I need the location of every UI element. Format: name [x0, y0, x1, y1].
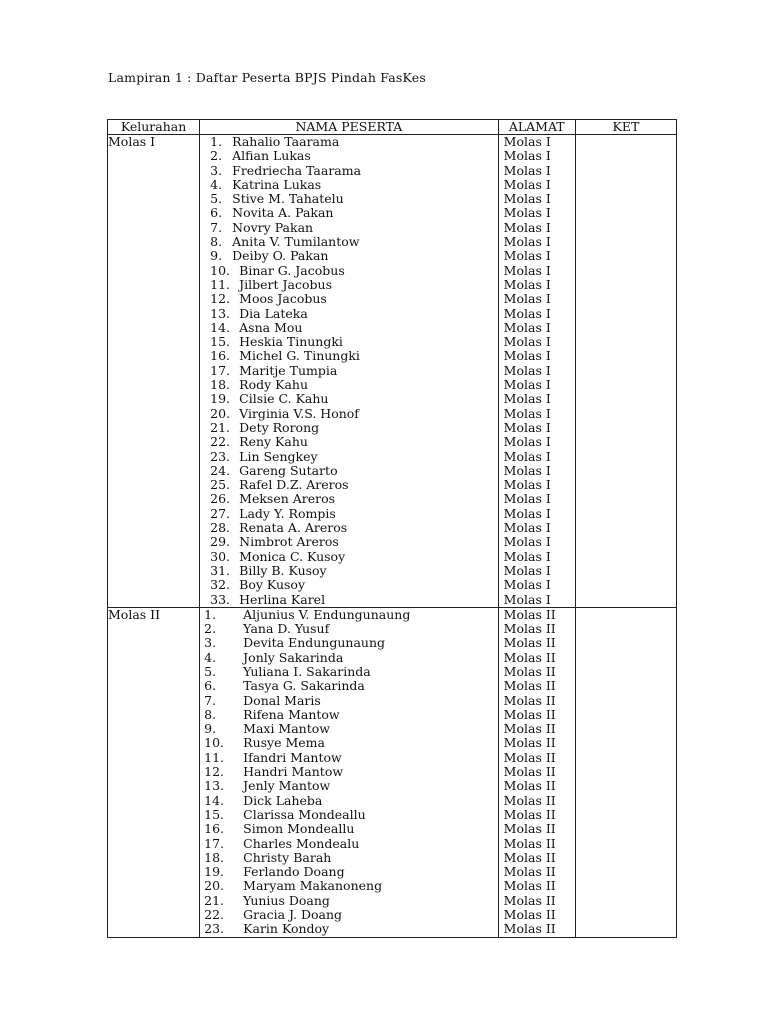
alamat-value: Molas II — [503, 636, 556, 651]
list-item — [200, 722, 498, 736]
alamat-value: Molas I — [503, 206, 551, 221]
row-number: 21. — [210, 420, 231, 435]
alamat-value: Molas I — [503, 235, 551, 250]
alamat-value: Molas I — [503, 292, 551, 307]
row-number: 9. — [204, 722, 217, 737]
alamat-value: Molas I — [503, 521, 551, 536]
participant-name: Dety Rorong — [239, 420, 320, 435]
alamat-cell — [498, 135, 575, 608]
list-item — [200, 392, 498, 406]
list-item — [200, 550, 498, 564]
participant-name: Deiby O. Pakan — [232, 249, 329, 264]
participant-name: Gracia J. Doang — [243, 908, 343, 923]
participant-name: Rody Kahu — [239, 378, 309, 393]
alamat-value: Molas I — [503, 535, 551, 550]
alamat-cell — [498, 607, 575, 937]
list-item — [200, 564, 498, 578]
list-item — [200, 421, 498, 435]
list-item — [200, 765, 498, 779]
participant-name: Rifena Mantow — [243, 707, 340, 722]
row-number: 2. — [204, 622, 217, 637]
row-number: 15. — [204, 807, 225, 822]
alamat-value: Molas II — [503, 750, 556, 765]
alamat-value: Molas II — [503, 722, 556, 737]
participant-name: Michel G. Tinungki — [239, 349, 360, 364]
row-number: 6. — [210, 206, 223, 221]
ket-cell — [575, 607, 676, 937]
alamat-value: Molas I — [503, 263, 551, 278]
participant-name: Charles Mondealu — [243, 836, 360, 851]
list-item — [200, 908, 498, 922]
list-item — [200, 694, 498, 708]
row-number: 24. — [210, 463, 231, 478]
alamat-value: Molas II — [503, 765, 556, 780]
alamat-value: Molas I — [503, 578, 551, 593]
alamat-value: Molas I — [503, 192, 551, 207]
row-number: 28. — [210, 521, 231, 536]
participant-name: Rusye Mema — [243, 736, 325, 751]
row-number: 5. — [204, 664, 217, 679]
row-number: 4. — [204, 650, 217, 665]
list-item — [200, 335, 498, 349]
row-number: 7. — [210, 220, 223, 235]
list-item — [200, 578, 498, 592]
alamat-value: Molas II — [503, 807, 556, 822]
participant-name: Karin Kondoy — [243, 922, 330, 937]
participant-name: Maxi Mantow — [243, 722, 330, 737]
list-item — [200, 822, 498, 836]
participant-name: Tasya G. Sakarinda — [243, 679, 365, 694]
alamat-value: Molas I — [503, 549, 551, 564]
row-number: 3. — [210, 163, 223, 178]
row-number: 6. — [204, 679, 217, 694]
participant-name: Virginia V.S. Honof — [239, 406, 359, 421]
alamat-value: Molas II — [503, 622, 556, 637]
row-number: 26. — [210, 492, 231, 507]
list-item — [200, 837, 498, 851]
row-number: 5. — [210, 192, 223, 207]
participant-name: Yana D. Yusuf — [243, 622, 330, 637]
alamat-value: Molas I — [503, 506, 551, 521]
row-number: 8. — [210, 235, 223, 250]
participant-name: Ifandri Mantow — [243, 750, 342, 765]
participant-name: Heskia Tinungki — [239, 335, 343, 350]
alamat-value: Molas II — [503, 850, 556, 865]
list-item — [200, 278, 498, 292]
list-item — [200, 651, 498, 665]
list-item — [200, 507, 498, 521]
row-number: 20. — [210, 406, 231, 421]
participant-name: Aljunius V. Endungunaung — [243, 607, 411, 622]
participant-name: Renata A. Areros — [239, 521, 348, 536]
row-number: 17. — [204, 836, 225, 851]
alamat-value: Molas I — [503, 406, 551, 421]
list-item — [200, 622, 498, 636]
row-number: 22. — [210, 435, 231, 450]
list-item — [200, 135, 498, 149]
alamat-value: Molas I — [503, 177, 551, 192]
participant-name: Donal Maris — [243, 693, 321, 708]
participant-name: Jilbert Jacobus — [239, 277, 332, 292]
header-kelurahan: Kelurahan — [108, 120, 200, 135]
kelurahan-cell — [108, 607, 200, 937]
participant-name: Moos Jacobus — [239, 292, 327, 307]
alamat-value: Molas II — [503, 836, 556, 851]
alamat-value: Molas II — [503, 736, 556, 751]
participant-name: Dick Laheba — [243, 793, 323, 808]
participant-name: Stive M. Tahatelu — [232, 192, 344, 207]
alamat-value: Molas I — [503, 392, 551, 407]
alamat-value: Molas I — [503, 320, 551, 335]
alamat-value: Molas II — [503, 922, 556, 937]
list-item — [200, 808, 498, 822]
participant-name: Jonly Sakarinda — [243, 650, 344, 665]
participant-name: Billy B. Kusoy — [239, 563, 327, 578]
participant-name: Rafel D.Z. Areros — [239, 478, 349, 493]
list-item — [200, 779, 498, 793]
list-item — [200, 751, 498, 765]
participant-name: Novry Pakan — [232, 220, 314, 235]
alamat-value: Molas II — [503, 822, 556, 837]
row-number: 3. — [204, 636, 217, 651]
participant-name: Asna Mou — [239, 320, 303, 335]
alamat-value: Molas II — [503, 664, 556, 679]
participant-name: Maryam Makanoneng — [243, 879, 383, 894]
participant-name: Devita Endungunaung — [243, 636, 386, 651]
header-ket: KET — [575, 120, 676, 135]
participant-name: Yuliana I. Sakarinda — [243, 664, 371, 679]
list-item — [200, 794, 498, 808]
participant-name: Lady Y. Rompis — [239, 506, 336, 521]
document-title: Lampiran 1 : Daftar Peserta BPJS Pindah FasKes — [108, 70, 426, 85]
alamat-value: Molas I — [503, 306, 551, 321]
list-item — [200, 249, 498, 263]
alamat-value: Molas I — [503, 463, 551, 478]
participant-name: Novita A. Pakan — [232, 206, 334, 221]
participant-table — [107, 119, 677, 938]
list-item — [200, 321, 498, 335]
participant-name: Nimbrot Areros — [239, 535, 339, 550]
list-item — [200, 636, 498, 650]
nama-peserta-cell — [200, 135, 499, 608]
list-item — [200, 450, 498, 464]
list-item — [200, 464, 498, 478]
list-item — [200, 364, 498, 378]
row-number: 29. — [210, 535, 231, 550]
alamat-value: Molas II — [503, 707, 556, 722]
participant-name: Cilsie C. Kahu — [239, 392, 329, 407]
list-item — [200, 922, 498, 936]
list-item — [200, 164, 498, 178]
participant-name: Maritje Tumpia — [239, 363, 338, 378]
alamat-value: Molas I — [503, 449, 551, 464]
alamat-value: Molas II — [503, 679, 556, 694]
header-nama-peserta: NAMA PESERTA — [200, 120, 499, 135]
row-number: 16. — [204, 822, 225, 837]
row-number: 21. — [204, 893, 225, 908]
row-number: 32. — [210, 578, 231, 593]
nama-peserta-cell — [200, 607, 499, 937]
list-item — [200, 879, 498, 893]
participant-name: Gareng Sutarto — [239, 463, 338, 478]
list-item — [200, 378, 498, 392]
list-item — [200, 894, 498, 908]
participant-name: Rahalio Taarama — [232, 135, 340, 149]
list-item — [200, 435, 498, 449]
kelurahan-cell — [108, 135, 200, 608]
row-number: 11. — [210, 277, 231, 292]
row-number: 14. — [210, 320, 231, 335]
alamat-value: Molas II — [503, 879, 556, 894]
participant-name: Herlina Karel — [239, 592, 326, 607]
row-number: 8. — [204, 707, 217, 722]
row-number: 9. — [210, 249, 223, 264]
alamat-value: Molas I — [503, 563, 551, 578]
alamat-value: Molas I — [503, 363, 551, 378]
list-item — [200, 349, 498, 363]
alamat-value: Molas II — [503, 779, 556, 794]
participant-name: Meksen Areros — [239, 492, 336, 507]
alamat-value: Molas II — [503, 793, 556, 808]
row-number: 7. — [204, 693, 217, 708]
list-item — [200, 593, 498, 607]
participant-name: Lin Sengkey — [239, 449, 318, 464]
participant-name: Reny Kahu — [239, 435, 308, 450]
alamat-value: Molas II — [503, 865, 556, 880]
alamat-value: Molas II — [503, 893, 556, 908]
alamat-value: Molas I — [503, 335, 551, 350]
row-number: 20. — [204, 879, 225, 894]
list-item — [200, 307, 498, 321]
alamat-value: Molas II — [503, 908, 556, 923]
table-row-group — [108, 135, 677, 608]
participant-name: Simon Mondeallu — [243, 822, 355, 837]
list-item — [200, 679, 498, 693]
list-item — [200, 665, 498, 679]
row-number: 1. — [204, 607, 217, 622]
row-number: 18. — [204, 850, 225, 865]
list-item — [200, 407, 498, 421]
row-number: 19. — [204, 865, 225, 880]
list-item — [200, 178, 498, 192]
row-number: 18. — [210, 378, 231, 393]
participant-name: Dia Lateka — [239, 306, 308, 321]
alamat-value: Molas I — [503, 492, 551, 507]
list-item — [200, 264, 498, 278]
row-number: 2. — [210, 149, 223, 164]
alamat-value: Molas II — [503, 693, 556, 708]
alamat-value: Molas I — [503, 478, 551, 493]
list-item — [200, 521, 498, 535]
alamat-value: Molas I — [503, 149, 551, 164]
participant-name: Ferlando Doang — [243, 865, 345, 880]
participant-name: Monica C. Kusoy — [239, 549, 346, 564]
list-item — [200, 851, 498, 865]
participant-name: Christy Barah — [243, 850, 332, 865]
row-number: 1. — [210, 135, 223, 149]
participant-name: Fredriecha Taarama — [232, 163, 362, 178]
row-number: 16. — [210, 349, 231, 364]
list-item — [200, 235, 498, 249]
list-item — [200, 535, 498, 549]
row-number: 4. — [210, 177, 223, 192]
participant-name: Jenly Mantow — [243, 779, 331, 794]
row-number: 30. — [210, 549, 231, 564]
list-item — [200, 736, 498, 750]
participant-name: Handri Mantow — [243, 765, 344, 780]
participant-name: Boy Kusoy — [239, 578, 306, 593]
alamat-value: Molas I — [503, 249, 551, 264]
table-header-row — [108, 120, 677, 135]
row-number: 23. — [204, 922, 225, 937]
row-number: 23. — [210, 449, 231, 464]
list-item — [200, 865, 498, 879]
alamat-value: Molas I — [503, 135, 551, 149]
row-number: 10. — [204, 736, 225, 751]
alamat-value: Molas I — [503, 163, 551, 178]
participant-name: Anita V. Tumilantow — [232, 235, 360, 250]
kelurahan-name: Molas I — [108, 135, 156, 149]
list-item — [200, 221, 498, 235]
row-number: 13. — [210, 306, 231, 321]
participant-name: Clarissa Mondeallu — [243, 807, 366, 822]
list-item — [200, 149, 498, 163]
list-item — [200, 708, 498, 722]
row-number: 11. — [204, 750, 225, 765]
row-number: 15. — [210, 335, 231, 350]
alamat-value: Molas II — [503, 607, 556, 622]
ket-cell — [575, 135, 676, 608]
row-number: 17. — [210, 363, 231, 378]
row-number: 12. — [204, 765, 225, 780]
alamat-value: Molas I — [503, 435, 551, 450]
row-number: 22. — [204, 908, 225, 923]
row-number: 19. — [210, 392, 231, 407]
alamat-value: Molas I — [503, 420, 551, 435]
list-item — [200, 292, 498, 306]
participant-name: Binar G. Jacobus — [239, 263, 345, 278]
list-item — [200, 192, 498, 206]
table-row-group — [108, 607, 677, 937]
header-alamat: ALAMAT — [498, 120, 575, 135]
list-item — [200, 478, 498, 492]
row-number: 27. — [210, 506, 231, 521]
row-number: 14. — [204, 793, 225, 808]
alamat-value: Molas I — [503, 378, 551, 393]
participant-name: Yunius Doang — [243, 893, 330, 908]
row-number: 13. — [204, 779, 225, 794]
alamat-value: Molas I — [503, 349, 551, 364]
kelurahan-name: Molas II — [108, 607, 161, 622]
alamat-value: Molas II — [503, 650, 556, 665]
row-number: 10. — [210, 263, 231, 278]
row-number: 33. — [210, 592, 231, 607]
list-item — [200, 206, 498, 220]
row-number: 12. — [210, 292, 231, 307]
participant-name: Katrina Lukas — [232, 177, 322, 192]
alamat-value: Molas I — [503, 277, 551, 292]
participant-name: Alfian Lukas — [232, 149, 311, 164]
row-number: 31. — [210, 563, 231, 578]
alamat-value: Molas I — [503, 220, 551, 235]
list-item — [200, 492, 498, 506]
list-item — [200, 608, 498, 622]
row-number: 25. — [210, 478, 231, 493]
alamat-value: Molas I — [503, 592, 551, 607]
